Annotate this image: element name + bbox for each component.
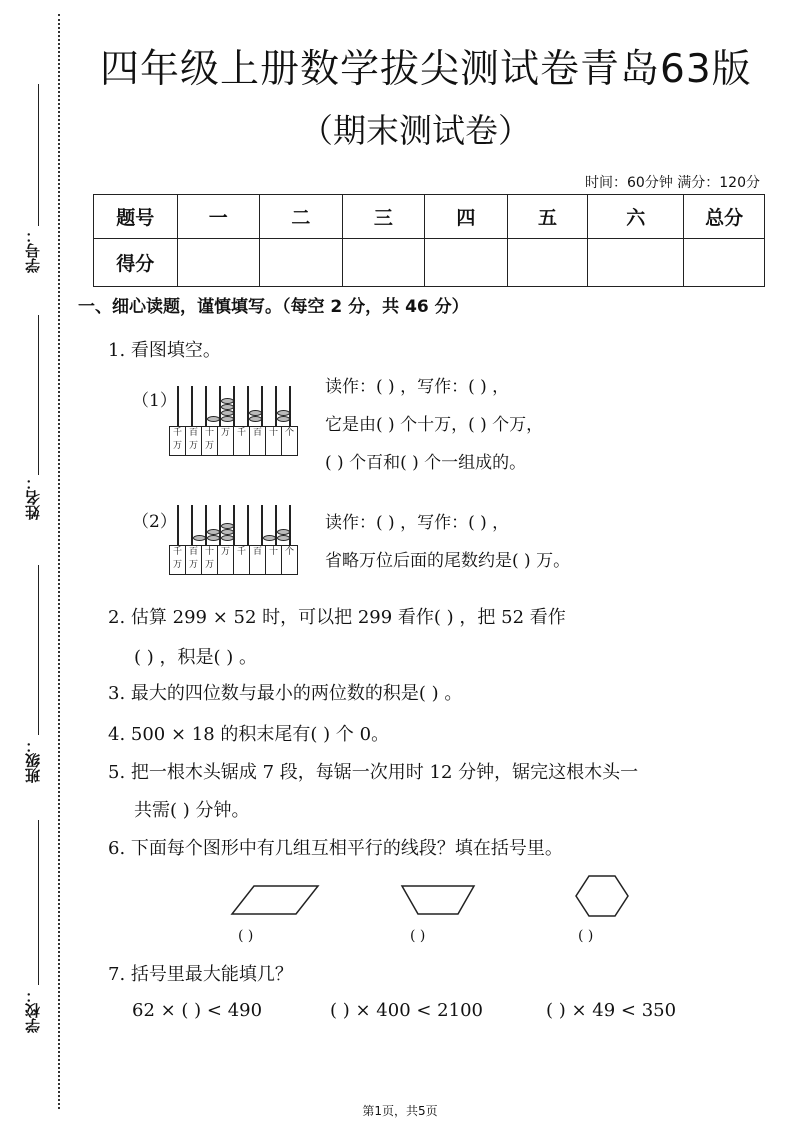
score-blank-cell[interactable] xyxy=(425,239,508,287)
q7-expr-1: 62 × ( ) < 490 xyxy=(132,1000,263,1021)
q1-part1-number: （1） xyxy=(132,391,177,411)
abacus-cell: 百万 xyxy=(185,545,202,575)
q6-blank-3[interactable]: ( ) xyxy=(578,928,594,944)
q3: 3. 最大的四位数与最小的两位数的积是( ) 。 xyxy=(108,683,463,704)
q2-line2: ( ) ，积是( ) 。 xyxy=(134,647,257,668)
binding-dashed-line xyxy=(58,14,60,1109)
q5-line1: 5. 把一根木头锯成 7 段，每锯一次用时 12 分钟，锯完这根木头一 xyxy=(108,762,639,783)
score-header-cell: 总分 xyxy=(684,195,765,239)
abacus-cell: 百万 xyxy=(185,426,202,456)
parallelogram-shape xyxy=(226,880,326,920)
abacus-cell: 千 xyxy=(233,545,250,575)
q1-part1-line2: 它是由( ) 个十万，( ) 个万， xyxy=(325,415,544,435)
name-line xyxy=(38,315,39,475)
score-header-cell: 二 xyxy=(260,195,343,239)
abacus-cell: 千万 xyxy=(169,426,186,456)
score-row-label: 得分 xyxy=(94,239,178,287)
abacus-cell: 个 xyxy=(281,545,298,575)
score-blank-cell[interactable] xyxy=(588,239,684,287)
page-subtitle: （期末测试卷） xyxy=(300,111,531,150)
section-heading: 一、细心读题，谨慎填写。（每空 2 分，共 46 分） xyxy=(78,297,469,317)
abacus-cell: 十 xyxy=(265,426,282,456)
q7-title: 7. 括号里最大能填几？ xyxy=(108,964,293,985)
score-header-cell: 六 xyxy=(588,195,684,239)
page-footer: 第1页，共5页 xyxy=(362,1104,438,1118)
school-line xyxy=(38,820,39,985)
q5-line2: 共需( ) 分钟。 xyxy=(134,800,250,821)
q1-part2-line2: 省略万位后面的尾数约是( ) 万。 xyxy=(325,551,571,571)
student-id-label: 学号： xyxy=(24,228,42,273)
score-table xyxy=(93,194,765,287)
score-header-cell: 题号 xyxy=(94,195,178,239)
time-info: 时间：60分钟 满分：120分 xyxy=(585,175,760,191)
q6-blank-2[interactable]: ( ) xyxy=(410,928,426,944)
q7-expr-2: ( ) × 400 < 2100 xyxy=(330,1000,483,1021)
school-label: 学校： xyxy=(24,988,42,1033)
score-header-cell: 四 xyxy=(425,195,508,239)
score-blank-cell[interactable] xyxy=(177,239,260,287)
score-blank-cell[interactable] xyxy=(684,239,765,287)
trapezoid-shape xyxy=(396,880,480,920)
q7-expr-3: ( ) × 49 < 350 xyxy=(546,1000,677,1021)
abacus-cell: 十万 xyxy=(201,545,218,575)
abacus-cell: 千 xyxy=(233,426,250,456)
q1-part2-line1: 读作：( ) ，写作：( ) ， xyxy=(325,513,510,533)
score-blank-cell[interactable] xyxy=(260,239,343,287)
abacus-cell: 千万 xyxy=(169,545,186,575)
abacus-1 xyxy=(170,386,300,458)
score-blank-cell[interactable] xyxy=(342,239,425,287)
q1-part1-line3: ( ) 个百和( ) 个一组成的。 xyxy=(325,453,527,473)
q6-title: 6. 下面每个图形中有几组互相平行的线段？填在括号里。 xyxy=(108,838,563,859)
q4: 4. 500 × 18 的积末尾有( ) 个 0。 xyxy=(108,724,390,745)
class-line xyxy=(38,565,39,735)
q1-part2-number: （2） xyxy=(132,512,177,532)
abacus-cell: 十万 xyxy=(201,426,218,456)
student-id-line xyxy=(38,84,39,226)
abacus-cell: 百 xyxy=(249,426,266,456)
score-header-cell: 三 xyxy=(342,195,425,239)
abacus-cell: 个 xyxy=(281,426,298,456)
q1-title: 1. 看图填空。 xyxy=(108,340,221,361)
abacus-cell: 十 xyxy=(265,545,282,575)
abacus-cell: 万 xyxy=(217,545,234,575)
score-header-cell: 五 xyxy=(507,195,588,239)
class-label: 班级： xyxy=(24,738,42,783)
abacus-cell: 百 xyxy=(249,545,266,575)
page-title: 四年级上册数学拔尖测试卷青岛63版 xyxy=(100,47,752,92)
name-label: 姓名： xyxy=(24,475,42,520)
q6-blank-1[interactable]: ( ) xyxy=(238,928,254,944)
abacus-cell: 万 xyxy=(217,426,234,456)
score-header-cell: 一 xyxy=(177,195,260,239)
score-blank-cell[interactable] xyxy=(507,239,588,287)
hexagon-shape xyxy=(572,872,632,922)
q2-line1: 2. 估算 299 × 52 时，可以把 299 看作( ) ，把 52 看作 xyxy=(108,607,566,628)
q1-part1-line1: 读作：( ) ，写作：( ) ， xyxy=(325,377,510,397)
abacus-2 xyxy=(170,505,300,577)
